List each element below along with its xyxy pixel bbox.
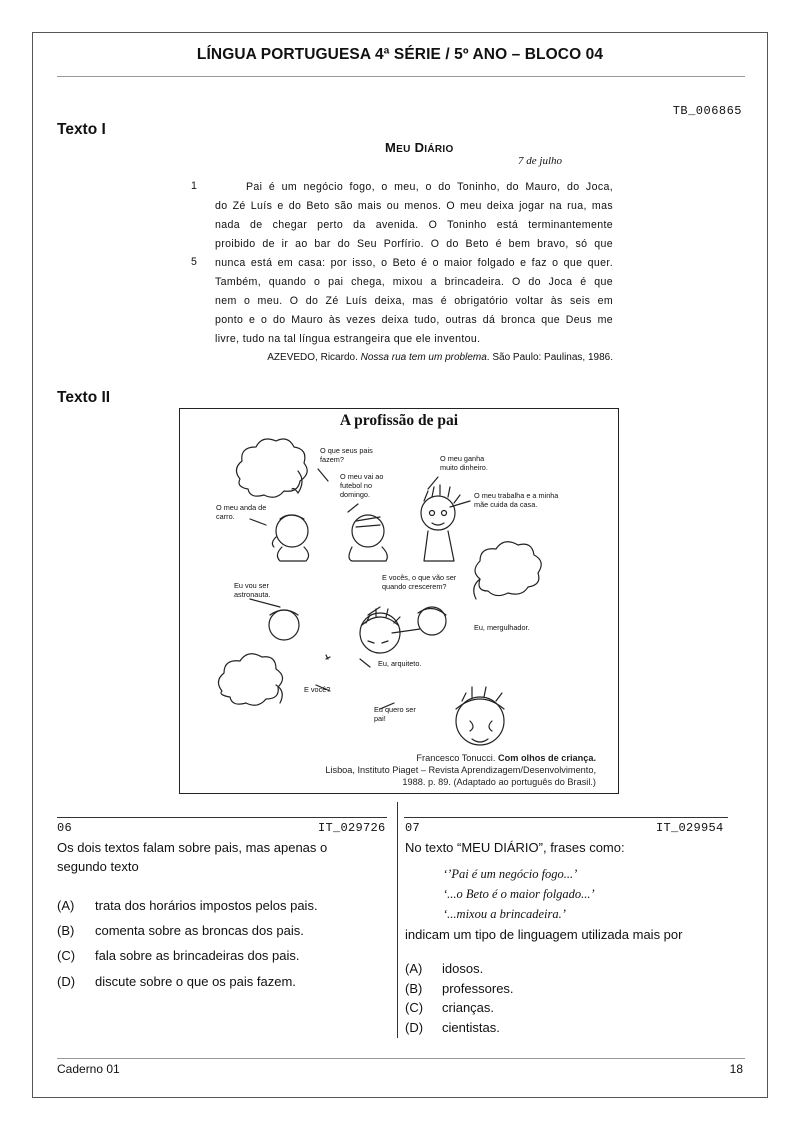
question-stem: No texto “MEU DIÁRIO”, frases como: — [405, 840, 625, 855]
speech-bubble: O meu anda de carro. — [216, 503, 267, 521]
poem-title-initial: M — [385, 140, 397, 155]
text-line: livre, tudo na tal língua estrangeira que ele inventou. — [215, 333, 481, 345]
credit-author: Francesco Tonucci. — [416, 753, 498, 763]
footer-divider — [57, 1058, 745, 1059]
poem-title — [385, 140, 454, 155]
poem-title-rest: EU — [396, 144, 411, 155]
comic-illustration — [179, 408, 619, 794]
credit-title: Com olhos de criança. — [497, 753, 596, 763]
question-stem: segundo texto — [57, 859, 139, 874]
quote-line: ‘...mixou a brincadeira.’ — [443, 907, 566, 921]
question-stem-continuation: indicam um tipo de linguagem utilizada mais por — [405, 927, 683, 942]
line-number: 1 — [191, 180, 197, 192]
option-letter: (B) — [405, 981, 423, 996]
child-body — [277, 547, 308, 561]
thought-cloud — [236, 439, 307, 497]
comic-credit-line2: Lisboa, Instituto Piaget – Revista Aprendizagem/Desenvolvimento, — [325, 765, 596, 775]
option-text: trata dos horários impostos pelos pais. — [95, 898, 318, 913]
question-number: 07 — [405, 821, 421, 835]
thought-cloud — [475, 542, 541, 596]
option-letter: (D) — [57, 974, 76, 989]
question-code: IT_029954 — [656, 821, 724, 835]
column-divider — [397, 802, 398, 1038]
speech-bubble: E você? — [304, 685, 331, 694]
option-letter: (D) — [405, 1020, 424, 1035]
texto-2-label: Texto II — [57, 389, 111, 406]
text-line: Também, quando o pai chega, mixou a brincadeira. O do Joca é que — [215, 276, 613, 288]
citation-author: AZEVEDO, Ricardo. — [267, 352, 361, 363]
question-divider — [404, 817, 728, 818]
poem-date: 7 de julho — [518, 155, 562, 167]
thought-cloud — [218, 654, 282, 705]
child-head — [352, 515, 384, 547]
option-letter: (A) — [405, 961, 423, 976]
speech-bubble: O que seus pais fazem? — [320, 446, 373, 464]
text-line: Pai é um negócio fogo, o meu, o do Toninho, do Mauro, do Joca, — [246, 181, 613, 193]
text-citation — [215, 352, 613, 363]
footer-booklet: Caderno 01 — [57, 1062, 120, 1076]
question-stem: Os dois textos falam sobre pais, mas apenas o — [57, 840, 328, 855]
speech-bubble: O meu vai ao futebol no domingo. — [340, 472, 384, 499]
option-text: comenta sobre as broncas dos pais. — [95, 923, 304, 938]
child-body — [349, 547, 387, 561]
page-title: LÍNGUA PORTUGUESA 4ª SÉRIE / 5º ANO – BLOCO 04 — [196, 46, 604, 63]
question-divider — [57, 817, 387, 818]
question-code: IT_029726 — [318, 821, 386, 835]
speech-bubble: Eu, arquiteto. — [378, 659, 422, 668]
option-letter: (A) — [57, 898, 75, 913]
item-code: TB_006865 — [672, 104, 742, 118]
option-letter: (C) — [57, 948, 76, 963]
option-letter: (B) — [57, 923, 75, 938]
option-letter: (C) — [405, 1000, 424, 1015]
texto-1-label: Texto I — [57, 121, 106, 138]
poem-title-initial-2: D — [414, 140, 425, 155]
speech-bubble: O meu trabalha e a minha mãe cuida da casa. — [474, 491, 559, 509]
poem-title-rest-2: IÁRIO — [424, 144, 454, 155]
text-line: do Zé Luís e do Beto são mais ou menos. O meu deixa jogar na rua, mas — [215, 200, 613, 212]
option-text: professores. — [442, 981, 514, 996]
option-text: idosos. — [442, 961, 484, 976]
citation-rest: . São Paulo: Paulinas, 1986. — [486, 352, 613, 363]
option-text: crianças. — [442, 1000, 495, 1015]
option-text: discute sobre o que os pais fazem. — [95, 974, 296, 989]
text-line: nada de chegar perto da avenida. O Toninho está terminantemente — [215, 219, 613, 231]
comic-title: A profissão de pai — [339, 412, 459, 429]
line-number: 5 — [191, 256, 197, 268]
comic-credit-line1 — [416, 753, 596, 764]
text-line: nunca está em casa: por isso, o Beto é o maior folgado e faz o que quer. — [215, 257, 613, 269]
comic-credit-line3: 1988. p. 89. (Adaptado ao português do Brasil.) — [402, 777, 596, 787]
quote-line: ‘’Pai é um negócio fogo...’ — [443, 867, 578, 881]
child-head — [276, 515, 308, 547]
speech-bubble: E vocês, o que vão ser quando crescerem? — [382, 573, 457, 591]
citation-title: Nossa rua tem um problema — [360, 352, 487, 363]
text-line: ponto e o do Mauro às vezes deixa tudo, outras dá bronca que Deus me — [215, 314, 613, 326]
header-divider — [57, 76, 745, 77]
option-text: cientistas. — [442, 1020, 500, 1035]
speech-bubble: Eu, mergulhador. — [474, 623, 530, 632]
speech-bubble: Eu vou ser astronauta. — [234, 581, 271, 599]
text-line: nem o meu. O do Zé Luís deixa, mas é obrigatório voltar às seis em — [215, 295, 613, 307]
speech-bubble: Eu quero ser pai! — [374, 705, 416, 723]
question-number: 06 — [57, 821, 73, 835]
page-number: 18 — [729, 1062, 743, 1076]
child-head — [269, 610, 299, 640]
text-line: proibido de ir ao bar do Seu Porfírio. O do Beto é bem bravo, só que — [215, 238, 613, 250]
quote-line: ‘...o Beto é o maior folgado...’ — [443, 887, 595, 901]
option-text: fala sobre as brincadeiras dos pais. — [95, 948, 300, 963]
diary-text — [215, 178, 613, 349]
comic-drawing — [180, 409, 618, 793]
child-body — [424, 531, 454, 561]
speech-bubble: O meu ganha muito dinheiro. — [440, 454, 488, 472]
